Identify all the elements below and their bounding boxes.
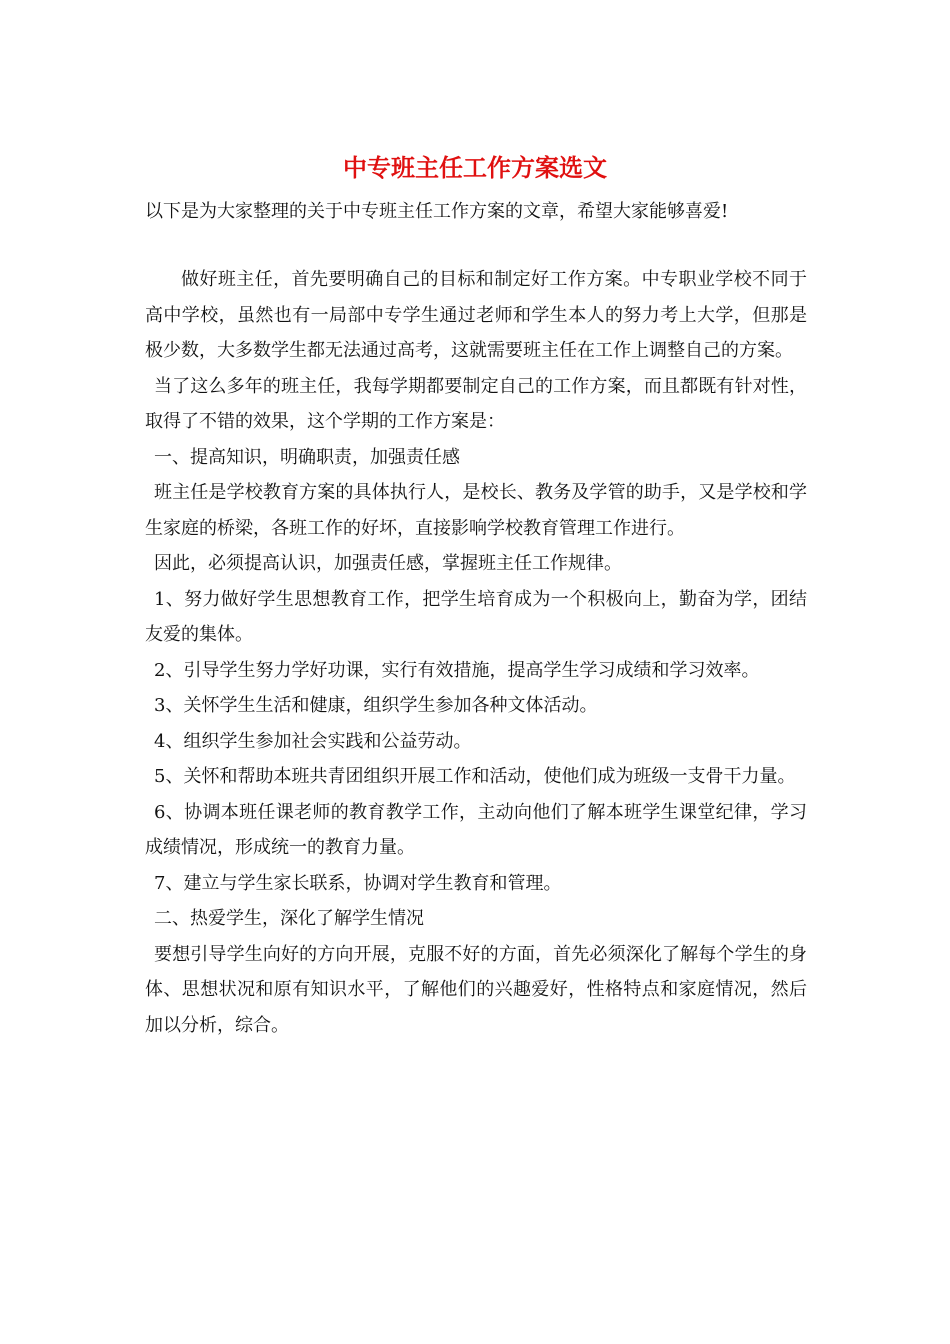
body-paragraph: 要想引导学生向好的方向开展，克服不好的方面，首先必须深化了解每个学生的身体、思想状况和原有知识水平，了解他们的兴趣爱好，性格特点和家庭情况，然后加以分析，综合。 [145, 943, 807, 1036]
intro-paragraph: 以下是为大家整理的关于中专班主任工作方案的文章，希望大家能够喜爱! [145, 201, 729, 222]
list-item: 7、建立与学生家长联系，协调对学生教育和管理。 [154, 872, 562, 894]
body-paragraph: 班主任是学校教育方案的具体执行人，是校长、教务及学管的助手，又是学校和学生家庭的桥梁，各班工作的好坏，直接影响学校教育管理工作进行。 [145, 482, 807, 539]
body-paragraph: 因此，必须提高认识，加强责任感，掌握班主任工作规律。 [154, 553, 622, 574]
list-item: 5、关怀和帮助本班共青团组织开展工作和活动，使他们成为班级一支骨干力量。 [154, 766, 796, 787]
section-heading: 二、热爱学生，深化了解学生情况 [154, 908, 424, 929]
list-item: 2、引导学生努力学好功课，实行有效措施，提高学生学习成绩和学习效率。 [154, 659, 760, 681]
document-body [145, 262, 807, 1043]
body-paragraph: 当了这么多年的班主任，我每学期都要制定自己的工作方案，而且都既有针对性，取得了不错的效果，这个学期的工作方案是： [145, 375, 807, 432]
list-item: 3、关怀学生生活和健康，组织学生参加各种文体活动。 [154, 695, 598, 716]
section-heading: 一、提高知识，明确职责，加强责任感 [154, 446, 460, 468]
list-item: 1、努力做好学生思想教育工作，把学生培育成为一个积极向上，勤奋为学，团结友爱的集体。 [145, 588, 807, 645]
body-paragraph: 做好班主任，首先要明确自己的目标和制定好工作方案。中专职业学校不同于高中学校，虽然也有一局部中专学生通过老师和学生本人的努力考上大学，但那是极少数，大多数学生都无法通过高考，这就需要班主任在工作上调整自己的方案。 [145, 269, 807, 361]
list-item: 6、协调本班任课老师的教育教学工作，主动向他们了解本班学生课堂纪律，学习成绩情况，形成统一的教育力量。 [145, 801, 807, 858]
list-item: 4、组织学生参加社会实践和公益劳动。 [154, 730, 472, 752]
page-title: 中专班主任工作方案选文 [343, 153, 607, 182]
